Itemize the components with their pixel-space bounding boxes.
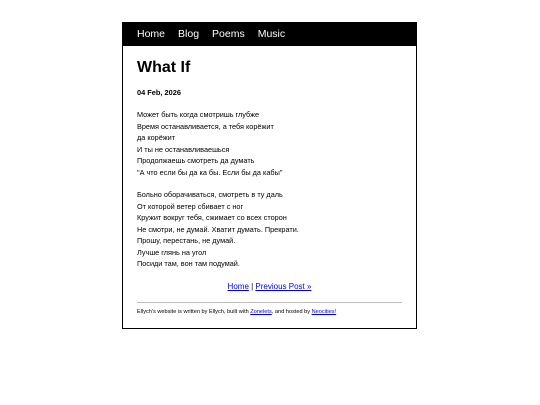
post-navigation xyxy=(137,283,402,291)
poem-line: Не смотри, не думай. Хватит думать. Прекрати. xyxy=(137,224,299,234)
poem-line: да корёжит xyxy=(137,133,176,143)
zonelets-link[interactable]: Zonelets xyxy=(250,308,272,315)
top-nav xyxy=(123,23,416,46)
poem-line: Посиди там, вон там подумай. xyxy=(137,259,240,269)
nav-home-link[interactable]: Home xyxy=(137,28,166,41)
post-content xyxy=(123,60,416,316)
poem-stanza-2 xyxy=(137,189,402,270)
poem-line: Больно оборачиваться, смотреть в ту даль xyxy=(137,190,283,200)
post-date: 04 Feb, 2026 xyxy=(137,88,181,97)
home-link[interactable]: Home xyxy=(227,281,249,291)
nav-blog-link[interactable]: Blog xyxy=(178,28,200,41)
neocities-link[interactable]: Neocities! xyxy=(311,308,337,315)
footer-text-before: Ellych's website is written by Ellych, built with xyxy=(137,308,251,315)
poem-line: Прошу, перестань, не думай. xyxy=(137,236,236,246)
poem-stanza-1 xyxy=(137,109,402,178)
page-container xyxy=(122,22,417,329)
previous-post-link[interactable]: Previous Post » xyxy=(255,281,312,291)
poem-line: Время останавливается, а тебя корёжит xyxy=(137,121,274,131)
nav-music-link[interactable]: Music xyxy=(257,28,286,41)
poem-line: Кружит вокруг тебя, сжимает со всех сторон xyxy=(137,213,287,223)
poem-line: От которой ветер сбивает с ног xyxy=(137,201,244,211)
poem-line: И ты не останавливаешься xyxy=(137,144,230,154)
post-nav-separator: | xyxy=(248,281,256,291)
poem-line: Лучше глянь на угол xyxy=(137,247,207,257)
post-title: What If xyxy=(137,59,191,76)
poem-line: "А что если бы да ка бы. Если бы да кабы" xyxy=(137,167,283,177)
footer-text-middle: , and hosted by xyxy=(271,308,312,315)
poem-line: Продолжаешь смотреть да думать xyxy=(137,156,255,166)
nav-poems-link[interactable]: Poems xyxy=(212,28,245,41)
poem-line: Может быть когда смотришь глубже xyxy=(137,110,260,120)
footer-divider xyxy=(137,302,402,303)
footer xyxy=(137,310,402,316)
